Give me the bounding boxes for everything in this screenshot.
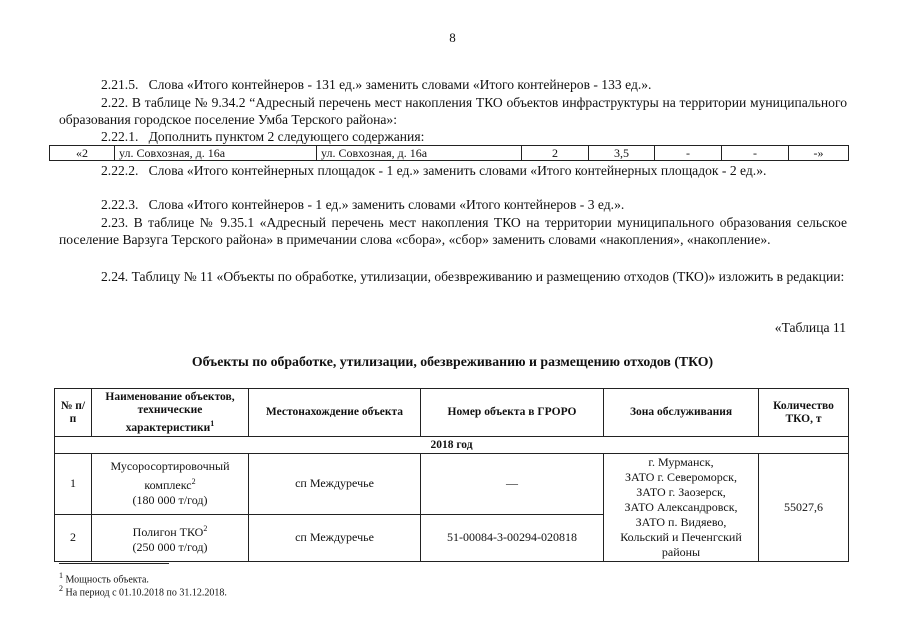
row-location: сп Междуречье — [249, 454, 421, 515]
paragraph-2-23: 2.23. В таблице № 9.35.1 «Адресный перечень мест накопления ТКО на территории муниципального образования сельское поселение Варзуга Терского района» в примечании слова «сбора», «сбор» заменить словами «накопления», «накопление». — [59, 215, 847, 247]
table-title: Объекты по обработке, утилизации, обезвреживанию и размещению отходов (ТКО) — [191, 354, 714, 369]
insert-cell: - — [655, 146, 722, 161]
row-name: Полигон ТКО$^2$ (250 000 т/год) — [92, 514, 249, 561]
header-num: № п/п — [55, 389, 92, 437]
footnote-1: $^1$ Мощность объекта. — [59, 571, 149, 586]
table-row — [55, 454, 849, 515]
objects-table — [54, 388, 849, 562]
row-location: сп Междуречье — [249, 514, 421, 561]
table-reference: «Таблица 11 — [774, 320, 846, 335]
insert-row-table — [49, 145, 849, 161]
paragraph-2-22-1: 2.22.1. Дополнить пунктом 2 следующего содержания: — [101, 129, 425, 144]
header-location: Местонахождение объекта — [249, 389, 421, 437]
table-row — [50, 146, 849, 161]
paragraph-2-24: 2.24. Таблицу № 11 «Объекты по обработке, утилизации, обезвреживанию и размещению отходов (ТКО)» изложить в редакции: — [101, 269, 845, 284]
qty-cell: 55027,6 — [759, 454, 849, 562]
footnote-separator — [59, 563, 169, 564]
table-header-row — [55, 389, 849, 437]
row-groro: — — [421, 454, 604, 515]
footnote-2: $^2$ На период с 01.10.2018 по 31.12.2018. — [59, 584, 227, 599]
year-row — [55, 437, 849, 454]
insert-cell: - — [722, 146, 789, 161]
paragraph-2-21-5: 2.21.5. Слова «Итого контейнеров - 131 ед.» заменить словами «Итого контейнеров - 133 ед.». — [101, 77, 652, 92]
insert-cell: ул. Совхозная, д. 16а — [317, 146, 522, 161]
header-zone: Зона обслуживания — [604, 389, 759, 437]
insert-cell: 3,5 — [589, 146, 655, 161]
page-number: 8 — [449, 30, 456, 45]
row-name: Мусоросортировочный комплекс$^2$ (180 000 т/год) — [92, 454, 249, 515]
paragraph-2-22-3: 2.22.3. Слова «Итого контейнеров - 1 ед.» заменить словами «Итого контейнеров - 3 ед.». — [101, 197, 625, 212]
row-num: 2 — [55, 514, 92, 561]
paragraph-2-22-2: 2.22.2. Слова «Итого контейнерных площадок - 1 ед.» заменить словами «Итого контейнерных площадок - 2 ед.». — [101, 163, 767, 178]
insert-cell: 2 — [522, 146, 589, 161]
insert-cell: -» — [789, 146, 849, 161]
insert-cell: «2 — [50, 146, 115, 161]
row-num: 1 — [55, 454, 92, 515]
insert-cell: ул. Совхозная, д. 16а — [115, 146, 317, 161]
row-groro: 51-00084-3-00294-020818 — [421, 514, 604, 561]
year-label: 2018 год — [55, 437, 849, 454]
header-name: Наименование объектов, технические характеристики$^1$ — [92, 389, 249, 437]
zone-cell: г. Мурманск, ЗАТО г. Североморск, ЗАТО г. Заозерск, ЗАТО Александровск, ЗАТО п. Видяево, Кольский и Печенгский районы — [604, 454, 759, 562]
header-qty: Количество ТКО, т — [759, 389, 849, 437]
header-groro: Номер объекта в ГРОРО — [421, 389, 604, 437]
paragraph-2-22: 2.22. В таблице № 9.34.2 “Адресный перечень мест накопления ТКО объектов инфраструктуры на территории муниципального образования городское поселение Умба Терского района»: — [59, 95, 847, 127]
